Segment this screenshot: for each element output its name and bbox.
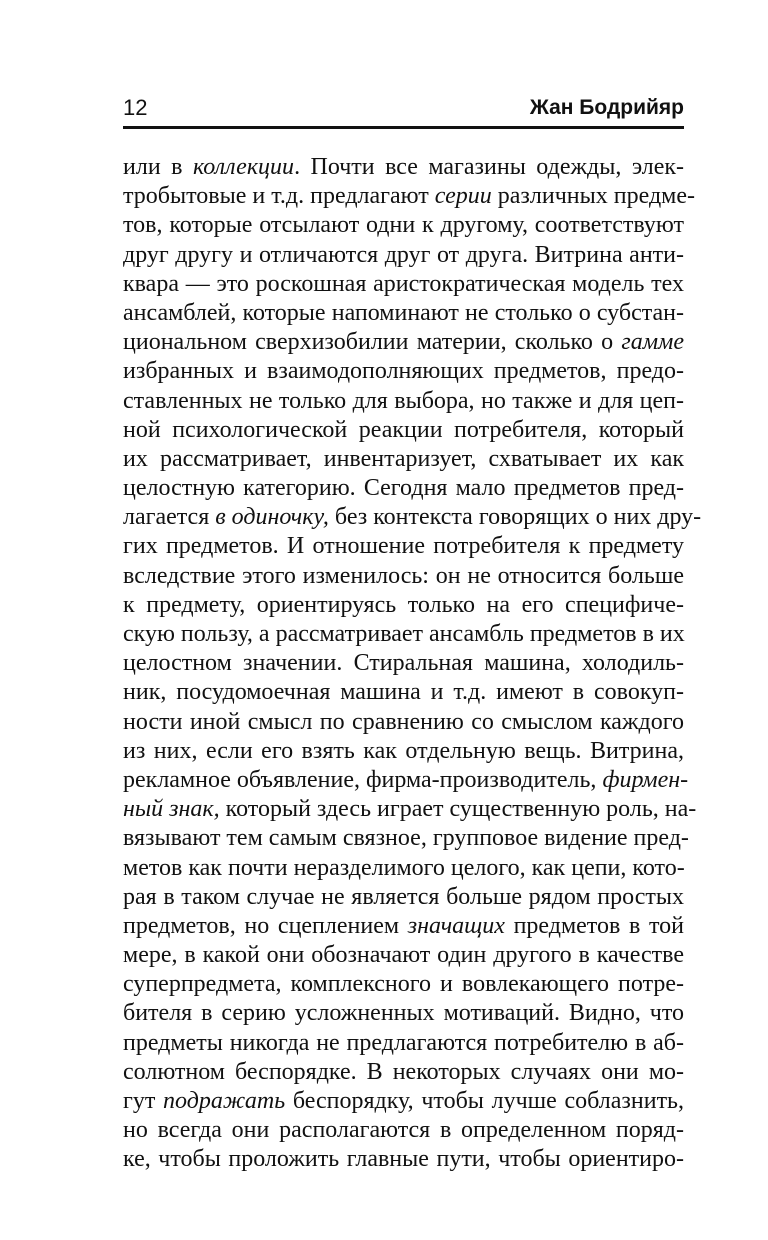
text-line	[123, 153, 684, 182]
text-line	[123, 883, 684, 912]
text-segment: . Почти все магазины одежды, элек-	[294, 154, 685, 180]
body-text	[123, 153, 702, 1175]
text-segment: ансамблей, которые напоминают не столько о субстан-	[123, 299, 684, 326]
text-segment: или в	[123, 154, 193, 180]
text-segment: лагается	[123, 504, 216, 531]
text-segment: различных предме-	[491, 183, 695, 210]
text-line	[123, 211, 684, 240]
italic-emphasis: коллекции	[192, 154, 295, 180]
text-segment: их рассматривает, инвентаризует, схватывает их как	[123, 445, 684, 472]
text-line	[123, 824, 689, 853]
text-segment: бителя в серию усложненных мотиваций. Видно, что	[123, 1000, 684, 1027]
italic-emphasis: серии	[434, 183, 492, 210]
text-segment: ставленных не только для выбора, но также и для цеп-	[123, 387, 684, 414]
text-line	[123, 795, 697, 824]
text-line	[123, 999, 684, 1028]
text-segment: солютном беспорядке. В некоторых случаях они мо-	[123, 1058, 684, 1085]
running-title: Жан Бодрийяр	[529, 96, 684, 119]
text-segment: рекламное объявление, фирма-производитель,	[123, 766, 603, 793]
text-line	[123, 503, 702, 532]
text-segment: рая в таком случае не является больше рядом простых	[123, 883, 684, 910]
text-line	[123, 1116, 684, 1145]
text-line	[123, 474, 684, 503]
text-line	[123, 854, 684, 883]
text-segment: скую пользу, а рассматривает ансамбль предметов в их	[123, 621, 685, 647]
text-line	[123, 766, 689, 795]
text-line	[123, 970, 684, 999]
text-segment: предметов в той	[504, 912, 684, 939]
text-line	[123, 241, 684, 270]
page-number: 12	[123, 95, 148, 120]
text-segment: циональном сверхизобилии материи, сколько о	[123, 329, 622, 356]
text-segment: ке, чтобы проложить главные пути, чтобы ориентиро-	[123, 1146, 684, 1173]
text-segment: ности иной смысл по сравнению со смыслом каждого	[123, 708, 684, 735]
text-line	[123, 299, 684, 328]
text-line	[123, 591, 684, 620]
text-line	[123, 445, 684, 474]
text-segment: без контекста говорящих о них дру-	[328, 504, 702, 531]
italic-emphasis: фирмен-	[602, 766, 689, 793]
text-line	[123, 270, 684, 299]
text-segment: тробытовые и т.д. предлагают	[123, 183, 435, 210]
text-segment: целостную категорию. Сегодня мало предметов пред-	[123, 475, 684, 502]
text-line	[123, 1029, 684, 1058]
text-line	[123, 737, 684, 766]
text-segment: суперпредмета, комплексного и вовлекающего потре-	[123, 971, 684, 998]
text-segment: ник, посудомоечная машина и т.д. имеют в совокуп-	[123, 679, 684, 706]
italic-emphasis: подражать	[163, 1088, 286, 1114]
italic-emphasis: ный знак,	[123, 796, 220, 823]
text-segment: из них, если его взять как отдельную вещь. Витрина,	[123, 737, 684, 764]
text-segment: ной психологической реакции потребителя, который	[123, 416, 684, 443]
text-line	[123, 357, 684, 386]
text-line	[123, 532, 684, 561]
text-segment: вязывают тем самым связное, групповое видение пред-	[123, 825, 689, 852]
text-line	[123, 562, 684, 591]
text-segment: друг другу и отличаются друг от друга. Витрина анти-	[123, 241, 684, 268]
text-line	[123, 1087, 684, 1116]
text-line	[123, 328, 684, 357]
text-line	[123, 387, 684, 416]
text-line	[123, 416, 684, 445]
text-segment: тов, которые отсылают одни к другому, соответствуют	[123, 212, 684, 239]
text-line	[123, 678, 684, 707]
text-line	[123, 649, 684, 678]
text-line	[123, 1145, 684, 1174]
text-line	[123, 620, 684, 649]
text-line	[123, 1058, 684, 1087]
text-segment: который здесь играет существенную роль, на-	[219, 796, 697, 823]
text-segment: гут	[123, 1088, 164, 1114]
text-segment: гих предметов. И отношение потребителя к предмету	[123, 533, 684, 560]
text-segment: метов как почти неразделимого целого, как цепи, кото-	[123, 854, 685, 881]
text-segment: мере, в какой они обозначают один другого в качестве	[123, 942, 684, 969]
italic-emphasis: значащих	[407, 912, 505, 939]
text-segment: но всегда они располагаются в определенном поряд-	[123, 1117, 684, 1144]
text-line	[123, 941, 684, 970]
text-segment: к предмету, ориентируясь только на его специфиче-	[123, 591, 684, 618]
page-header	[123, 94, 684, 129]
text-segment: избранных и взаимодополняющих предметов, предо-	[123, 358, 684, 385]
text-segment: вследствие этого изменилось: он не относится больше	[123, 562, 684, 589]
text-segment: квара — это роскошная аристократическая модель тех	[123, 270, 684, 297]
text-segment: целостном значении. Стиральная машина, холодиль-	[123, 650, 684, 677]
text-line	[123, 708, 684, 737]
text-line	[123, 182, 695, 211]
text-line	[123, 912, 684, 941]
text-segment: беспорядку, чтобы лучше соблазнить,	[285, 1088, 685, 1114]
italic-emphasis: в одиночку,	[215, 504, 329, 531]
text-segment: предметов, но сцеплением	[123, 912, 408, 939]
italic-emphasis: гамме	[621, 329, 684, 356]
text-segment: предметы никогда не предлагаются потребителю в аб-	[123, 1029, 684, 1056]
